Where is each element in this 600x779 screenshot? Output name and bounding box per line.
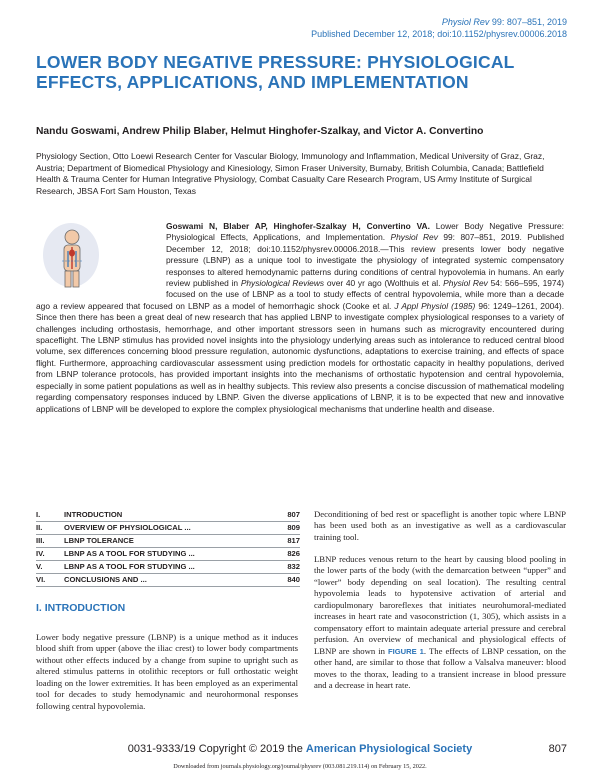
toc-item[interactable]: II. OVERVIEW OF PHYSIOLOGICAL ... 809 bbox=[36, 522, 300, 535]
author-list: Nandu Goswami, Andrew Philip Blaber, Helmut Hinghofer-Szalkay, and Victor A. Convertino bbox=[36, 126, 484, 137]
citation-authors: Goswami N, Blaber AP, Hinghofer-Szalkay H, Convertino VA. bbox=[166, 221, 430, 231]
citation-details: 99: 807–851, 2019. Published December 12, 2018; doi:10.1152/physrev.00006.2018.— bbox=[166, 232, 565, 254]
publication-info: Published December 12, 2018; doi:10.1152/physrev.00006.2018 bbox=[311, 29, 567, 39]
right-paragraph-2 bbox=[314, 554, 566, 691]
abstract bbox=[36, 221, 564, 415]
table-of-contents bbox=[36, 509, 300, 587]
citation-title: Lower Body Negative Pressure: Physiological Effects, Applications, and Implementation. bbox=[166, 221, 565, 243]
right-paragraph-1: Deconditioning of bed rest or spaceflight is another topic where LBNP has been used both as an investigative as well as a cardiovascular training tool. bbox=[314, 509, 566, 542]
abstract-ref2-journal: J Appl Physiol (1985) bbox=[394, 300, 476, 311]
intro-paragraph: Lower body negative pressure (LBNP) is a unique method as it induces blood shift from upper (above the iliac crest) to lower body compartments without other effects induced by a change from supine to upright such as altered stimulus patterns in otolithic receptors or full orthostatic weight loading on the lower extremities. It has been employed as an experimental tool for decades to study hemodynamic and neurohormonal responses following central hypovolemia. bbox=[36, 632, 298, 711]
abstract-text-1: This review presents lower body negative pressure (LBNP) as a unique tool to investigate the physiology of integrated systemic compensatory responses to altered hemodynamic patterns during conditions of central hypovolemia in humans. An early review published in bbox=[166, 243, 564, 289]
toc-item[interactable]: III. LBNP TOLERANCE 817 bbox=[36, 535, 300, 548]
toc-item[interactable]: VI. CONCLUSIONS AND ... 840 bbox=[36, 574, 300, 587]
journal-name: Physiol Rev bbox=[441, 17, 490, 27]
article-title: LOWER BODY NEGATIVE PRESSURE: PHYSIOLOGICAL EFFECTS, APPLICATIONS, AND IMPLEMENTATION bbox=[36, 52, 515, 92]
abstract-ref1-journal: Physiol Rev bbox=[443, 278, 488, 289]
right-paragraph-2-text-a: LBNP reduces venous return to the heart by causing blood pooling in the lower parts of the body (with the demarcation between “upper” and “lower” body depending on seal location). The resulting central hypovolemia leads to hypotensive activation of arterial and cardiopulmonary baroreflexes that initiates neurohumoral-mediated increases in heart rate and vasoconstriction (1, 305), which assists in a compensatory effort to maintain adequate arterial pressure and cerebral perfusion. An overview of mechanical and physiological effects of LBNP are shown in bbox=[314, 554, 566, 656]
abstract-text-2: over 40 yr ago (Wolthuis et al. bbox=[326, 278, 441, 289]
copyright-text: 0031-9333/19 Copyright © 2019 the bbox=[127, 743, 303, 755]
citation-journal: Physiol Rev bbox=[390, 232, 438, 243]
copyright-footer bbox=[0, 743, 600, 755]
figure-1-link[interactable]: FIGURE 1 bbox=[388, 646, 424, 656]
toc-item[interactable]: IV. LBNP AS A TOOL FOR STUDYING ... 826 bbox=[36, 548, 300, 561]
download-note: Downloaded from journals.physiology.org/journal/physrev (003.081.219.114) on February 15, 2022. bbox=[173, 763, 427, 770]
toc-item[interactable]: V. LBNP AS A TOOL FOR STUDYING ... 832 bbox=[36, 561, 300, 574]
abstract-text-4: 96: 1249–1261, 2004). Since then there has been a great deal of new research that has applied LBNP to investigate complex physiological responses to a variety of challenges including orthostasis, hemorrhage, and other important stressors seen in humans such as microgravity encountered during spaceflight. The LBNP stimulus has provided novel insights into the physiology underlying areas such as intolerance to reduced central blood volume, sex differences concerning blood pressure regulation, autonomic dysfunctions, adaptations to exercise training, and effects of space flight. Furthermore, approaching cardiovascular assessment using prediction models for orthostatic capacity in healthy populations, derived from LBNP tolerance protocols, has provided important insights into the mechanisms of orthostatic hypotension and central hypovolemia, especially in some patient populations as well as in healthy subjects. This review also presents a concise discussion of mathematical modeling regarding compensatory responses induced by LBNP. Given the diverse applications of LBNP, it is to be expected that new and innovative applications of LBNP will be developed to explore the complex physiological mechanisms that underline health and disease. bbox=[36, 300, 565, 414]
page-number: 807 bbox=[548, 743, 567, 755]
abstract-journal-ref: Physiological Reviews bbox=[240, 278, 325, 289]
journal-citation: 99: 807–851, 2019 bbox=[491, 17, 567, 27]
right-paragraph-2-text-b: . The effects of LBNP cessation, on the other hand, are similar to those that follow a Valsalva maneuver: blood moves to the thorax, leading to a transient increase in blood pressure and a decrease in heart rate. bbox=[314, 645, 567, 690]
society-name: American Physiological Society bbox=[305, 743, 473, 755]
toc-item[interactable]: I. INTRODUCTION 807 bbox=[36, 509, 300, 522]
abstract-text-3: 54: 566–595, 1974) focused on the use of LBNP as a tool to study effects of central hypovolemia, while more than a decade ago a review appeared that focused on LBNP as a model of hemorrhagic shock (Cooke et al. bbox=[36, 278, 565, 311]
journal-header bbox=[311, 16, 567, 40]
affiliations: Physiology Section, Otto Loewi Research Center for Vascular Biology, Immunology and Inflammation, Medical University of Graz, Graz, Austria; Department of Biomedical Physiology and Kinesiology, Simon Fraser University, Burnaby, British Columbia, Canada; Battlefield Health & Trauma Center for Human Integrative Physiology, Combat Casualty Care Research Program, US Army Institute of Surgical Research, JBSA Fort Sam Houston, Texas bbox=[36, 151, 545, 196]
section-heading-introduction: I. INTRODUCTION bbox=[36, 602, 126, 614]
body-illustration-icon bbox=[36, 221, 162, 291]
